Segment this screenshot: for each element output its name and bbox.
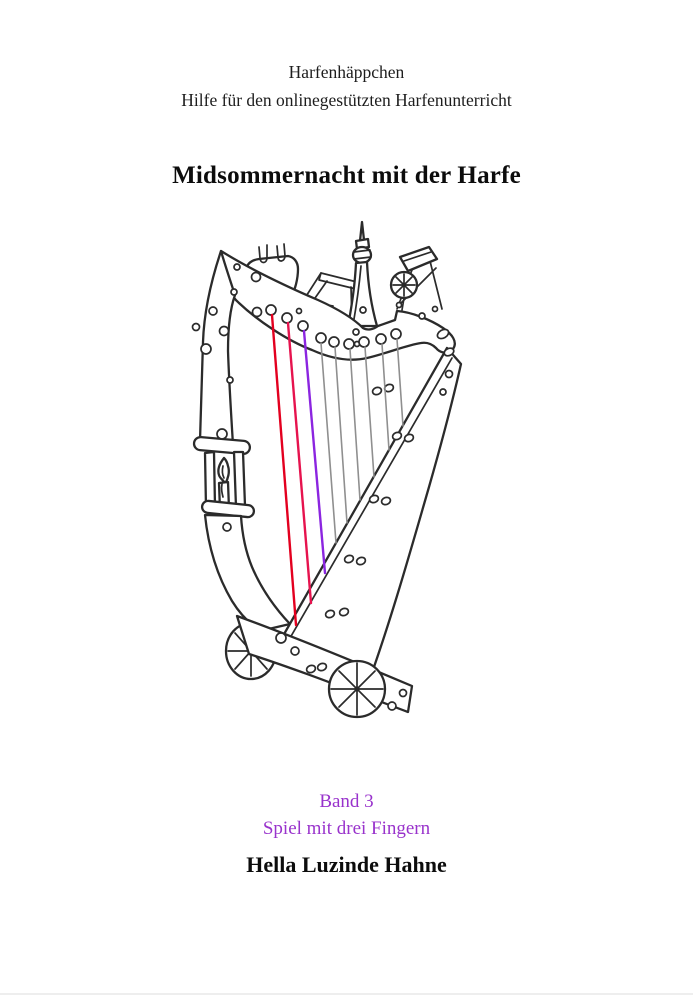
harp-string-4: [321, 343, 336, 543]
series-subtitle: Hilfe für den onlinegestützten Harfenunterricht: [181, 90, 512, 110]
harp-string-8: [382, 344, 389, 450]
harp-string-9: [397, 339, 403, 426]
mine-winding-tower-figure: [391, 247, 442, 310]
harp-string-purple: [304, 331, 325, 573]
harp-string-red-1: [272, 315, 296, 625]
book-title: Midsommernacht mit der Harfe: [172, 162, 521, 189]
lantern-post-left: [205, 452, 215, 508]
lantern-post-right: [234, 452, 245, 507]
harp-string-5: [335, 347, 347, 523]
right-wheel: [329, 661, 385, 717]
author-name: Hella Luzinde Hahne: [246, 852, 447, 877]
volume-block: [0, 788, 693, 842]
series-title: Harfenhäppchen: [288, 62, 405, 82]
volume-label: Band 3: [319, 791, 374, 812]
volume-subtitle: Spiel mit drei Fingern: [262, 818, 431, 839]
harp-string-6: [350, 349, 360, 500]
tv-tower-figure: [348, 222, 377, 326]
harp-string-7: [365, 347, 374, 477]
